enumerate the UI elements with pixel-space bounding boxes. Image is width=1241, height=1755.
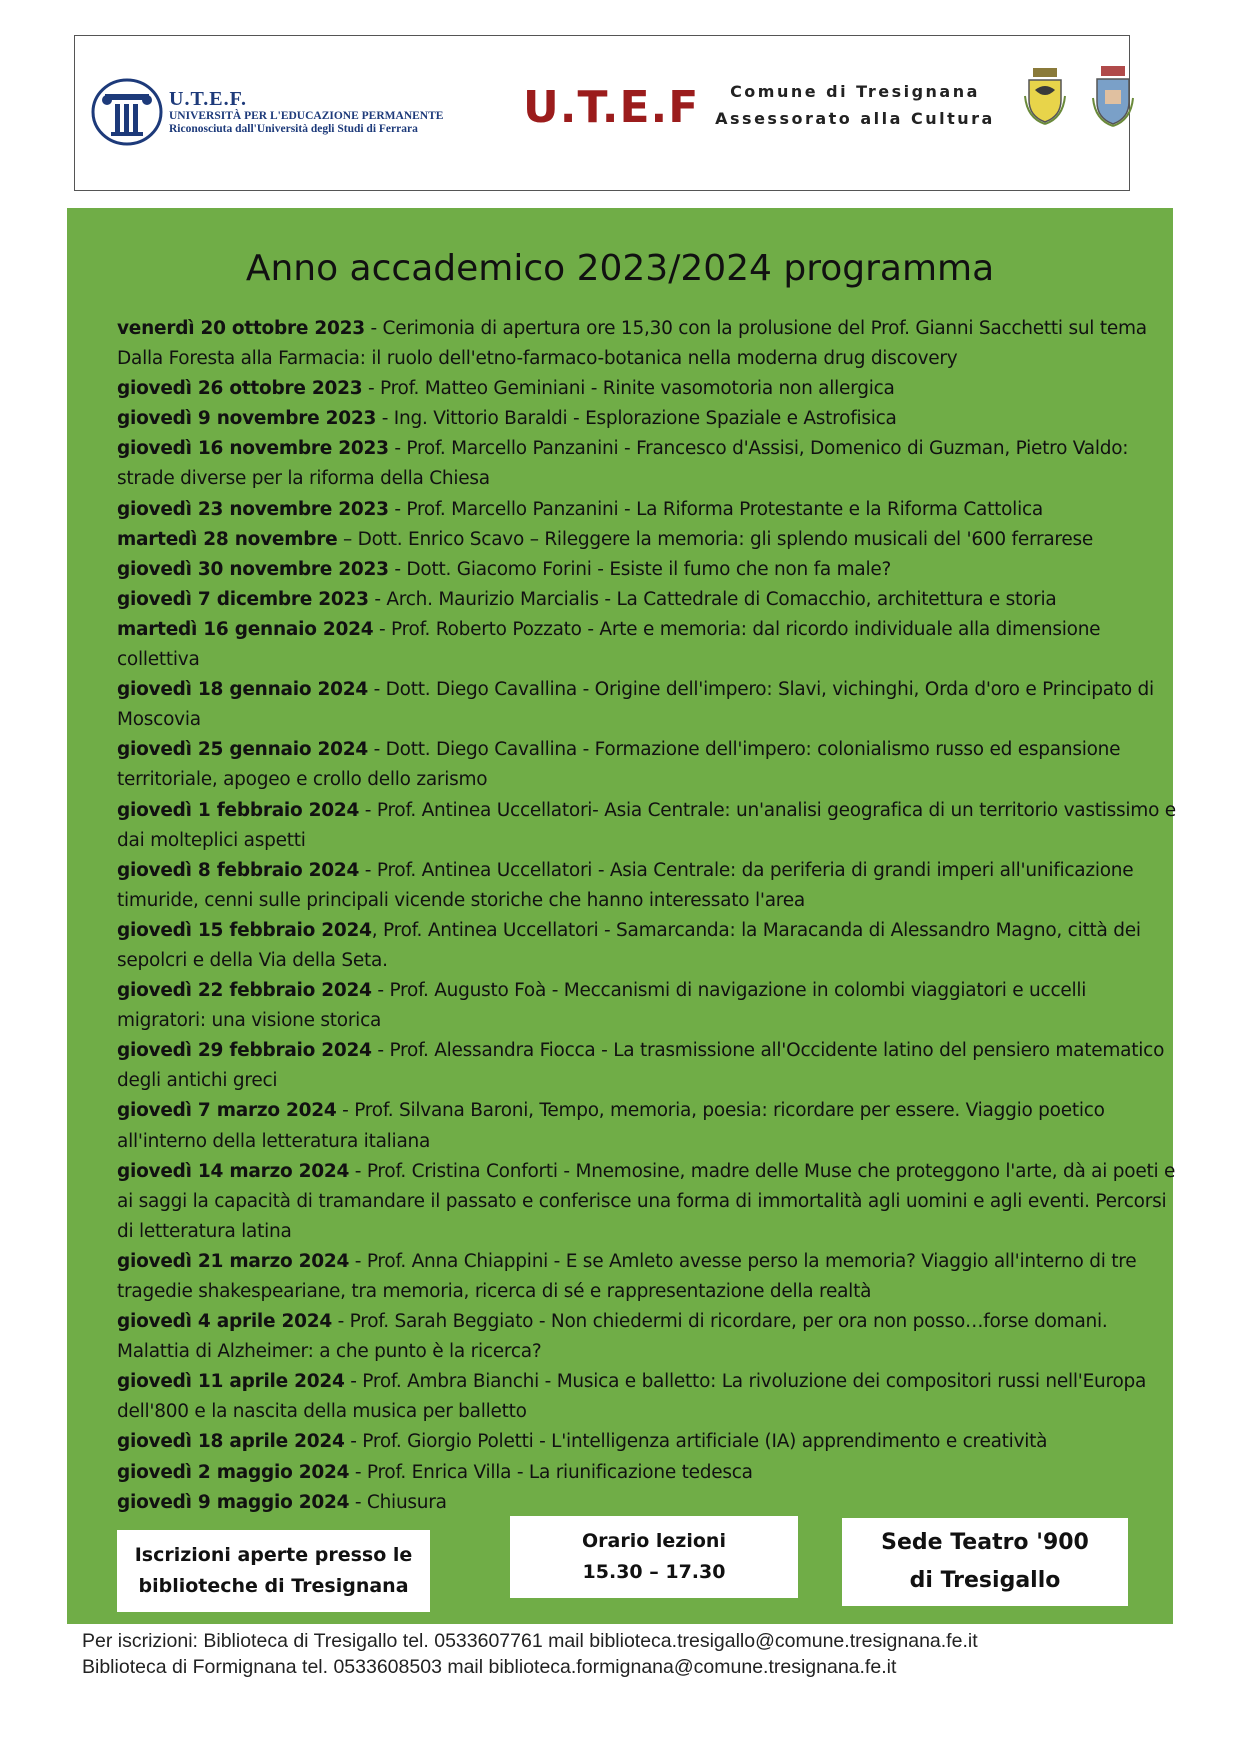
entry-description: - Prof. Marcello Panzanini - Francesco d'Assisi, Domenico di Guzman, Pietro Valdo: strade diverse per la riforma della Chiesa xyxy=(117,438,1129,490)
entry-date: giovedì 8 febbraio 2024 xyxy=(117,859,360,881)
entry-date: giovedì 18 aprile 2024 xyxy=(117,1431,345,1453)
entry-date: giovedì 25 gennaio 2024 xyxy=(117,739,368,761)
entry-description: - Prof. Cristina Conforti - Mnemosine, madre delle Muse che proteggono l'arte, dà ai poeti e ai saggi la capacità di tramandare il passato e conferisce una forma di immortalità agli uomini e agli eventi. Percorsi di letteratura latina xyxy=(117,1160,1176,1242)
program-entry xyxy=(117,1247,1177,1307)
program-entry xyxy=(117,976,1177,1036)
entry-description: - Prof. Ambra Bianchi - Musica e balletto: La rivoluzione dei compositori russi nell'Europa dell'800 e la nascita della musica per balletto xyxy=(117,1371,1147,1423)
program-entry xyxy=(117,796,1177,856)
entry-description: - Prof. Silvana Baroni, Tempo, memoria, poesia: ricordare per essere. Viaggio poetico all'interno della letteratura italiana xyxy=(117,1100,1105,1152)
program-entry xyxy=(117,404,1177,434)
orario-time: 15.30 – 17.30 xyxy=(582,1561,726,1583)
entry-date: giovedì 26 ottobre 2023 xyxy=(117,378,363,400)
entry-description: - Prof. Antinea Uccellatori- Asia Centrale: un'analisi geografica di un territorio vastissimo e dai molteplici aspetti xyxy=(117,799,1176,851)
program-entry xyxy=(117,1036,1177,1096)
program-entry xyxy=(117,434,1177,494)
entry-description: – Dott. Enrico Scavo – Rileggere la memoria: gli splendo musicali del '600 ferrarese xyxy=(337,528,1094,550)
program-entry xyxy=(117,916,1177,976)
logo-subtitle: UNIVERSITÀ PER L'EDUCAZIONE PERMANENTE xyxy=(169,110,444,123)
entry-description: , Prof. Antinea Uccellatori - Samarcanda: la Maracanda di Alessandro Magno, città dei sepolcri e della Via della Seta. xyxy=(117,919,1141,971)
footer-line-formignana: Biblioteca di Formignana tel. 0533608503 mail biblioteca.formignana@comune.tresignana.fe.it xyxy=(82,1656,897,1678)
program-entry xyxy=(117,856,1177,916)
entry-description: - Prof. Antinea Uccellatori - Asia Centrale: da periferia di grandi imperi all'unificazione timuride, cenni sulle principali vicende storiche che hanno interessato l'area xyxy=(117,859,1134,911)
program-entry xyxy=(117,675,1177,735)
entry-description: - Prof. Giorgio Poletti - L'intelligenza artificiale (IA) apprendimento e creatività xyxy=(344,1431,1048,1453)
iscrizioni-box xyxy=(117,1530,430,1612)
entry-date: giovedì 16 novembre 2023 xyxy=(117,438,389,460)
entry-date: martedì 28 novembre xyxy=(117,528,338,550)
sede-box xyxy=(842,1518,1128,1606)
program-entry xyxy=(117,1427,1177,1457)
utef-logo xyxy=(91,78,489,146)
utef-logo-text xyxy=(169,89,443,134)
program-entry xyxy=(117,1458,1177,1488)
entry-date: giovedì 18 gennaio 2024 xyxy=(117,679,368,701)
entry-description: - Prof. Anna Chiappini - E se Amleto avesse perso la memoria? Viaggio all'interno di tre tragedie shakespeariane, tra memoria, ricerca di sé e rappresentazione della realtà xyxy=(117,1250,1137,1302)
entry-date: giovedì 1 febbraio 2024 xyxy=(117,799,360,821)
entry-description: - Prof. Roberto Pozzato - Arte e memoria: dal ricordo individuale alla dimensione collettiva xyxy=(117,618,1101,671)
program-entry xyxy=(117,555,1177,585)
entry-date: giovedì 30 novembre 2023 xyxy=(117,558,389,580)
footer-contacts xyxy=(82,1628,978,1680)
entry-date: giovedì 2 maggio 2024 xyxy=(117,1461,350,1483)
entry-date: giovedì 4 aprile 2024 xyxy=(117,1311,332,1333)
entry-date: giovedì 7 marzo 2024 xyxy=(117,1100,337,1122)
entry-date: giovedì 11 aprile 2024 xyxy=(117,1371,345,1393)
comune-name: Comune di Tresignana xyxy=(730,82,980,101)
program-entry xyxy=(117,495,1177,525)
entry-date: giovedì 7 dicembre 2023 xyxy=(117,588,369,610)
entry-description: - Prof. Matteo Geminiani - Rinite vasomotoria non allergica xyxy=(362,378,895,400)
program-entry xyxy=(117,585,1177,615)
logo-title: U.T.E.F. xyxy=(169,88,248,111)
footer-line-tresigallo: Per iscrizioni: Biblioteca di Tresigallo tel. 0533607761 mail biblioteca.tresigallo@comune.tresignana.fe.it xyxy=(82,1630,978,1652)
entry-description: - Dott. Giacomo Forini - Esiste il fumo che non fa male? xyxy=(388,558,892,580)
program-entry xyxy=(117,615,1177,675)
entry-date: giovedì 21 marzo 2024 xyxy=(117,1250,350,1272)
header xyxy=(74,35,1130,191)
program-entry xyxy=(117,735,1177,795)
iscrizioni-line1: Iscrizioni aperte presso le xyxy=(134,1544,413,1566)
comune-block xyxy=(715,78,995,132)
program-entry xyxy=(117,1157,1177,1247)
program-entry xyxy=(117,374,1177,404)
program-entry xyxy=(117,314,1177,374)
entry-date: giovedì 29 febbraio 2024 xyxy=(117,1040,372,1062)
sede-line1: Sede Teatro '900 xyxy=(881,1530,1089,1555)
entry-description: - Prof. Marcello Panzanini - La Riforma Protestante e la Riforma Cattolica xyxy=(388,498,1043,520)
orario-label: Orario lezioni xyxy=(582,1530,726,1552)
entry-description: - Dott. Diego Cavallina - Formazione dell'impero: colonialismo russo ed espansione territoriale, apogeo e crollo dello zarismo xyxy=(117,739,1121,791)
entry-date: giovedì 9 novembre 2023 xyxy=(117,408,377,430)
municipal-crest-icon xyxy=(1023,66,1067,126)
entry-description: - Prof. Enrica Villa - La riunificazione tedesca xyxy=(349,1461,753,1483)
entry-date: giovedì 23 novembre 2023 xyxy=(117,498,389,520)
orario-box xyxy=(510,1516,798,1598)
program-entry xyxy=(117,1488,1177,1518)
entry-date: martedì 16 gennaio 2024 xyxy=(117,618,374,640)
program-entry xyxy=(117,525,1177,555)
brand-title: U.T.E.F xyxy=(523,82,700,133)
logo-recognition: Riconosciuta dall'Università degli Studi di Ferrara xyxy=(169,122,418,135)
entry-date: giovedì 22 febbraio 2024 xyxy=(117,980,372,1002)
entry-description: - Cerimonia di apertura ore 15,30 con la prolusione del Prof. Gianni Sacchetti sul tema Dalla Foresta alla Farmacia: il ruolo dell'etno-farmaco-botanica nella moderna drug discovery xyxy=(117,318,1147,370)
entry-description: - Prof. Sarah Beggiato - Non chiedermi di ricordare, per ora non posso…forse domani. Malattia di Alzheimer: a che punto è la ricerca? xyxy=(117,1311,1108,1363)
entry-description: - Prof. Augusto Foà - Meccanismi di navigazione in colombi viaggiatori e uccelli migratori: una visione storica xyxy=(117,980,1087,1032)
entry-description: - Prof. Alessandra Fiocca - La trasmissione all'Occidente latino del pensiero matematico degli antichi greci xyxy=(117,1040,1165,1092)
entry-description: - Dott. Diego Cavallina - Origine dell'impero: Slavi, vichinghi, Orda d'oro e Principato di Moscovia xyxy=(117,679,1154,731)
province-crest-icon xyxy=(1091,64,1135,128)
entry-date: giovedì 15 febbraio 2024 xyxy=(117,919,372,941)
sede-line2: di Tresigallo xyxy=(909,1568,1061,1593)
program-entry xyxy=(117,1307,1177,1367)
entry-description: - Arch. Maurizio Marcialis - La Cattedrale di Comacchio, architettura e storia xyxy=(368,588,1057,610)
entry-date: venerdì 20 ottobre 2023 xyxy=(117,318,365,339)
program-entry xyxy=(117,1367,1177,1427)
iscrizioni-line2: biblioteche di Tresignana xyxy=(138,1575,409,1597)
program-panel xyxy=(67,208,1176,1624)
program-list xyxy=(117,314,1177,1518)
column-logo-icon xyxy=(91,78,163,146)
entry-description: - Ing. Vittorio Baraldi - Esplorazione Spaziale e Astrofisica xyxy=(376,408,897,430)
entry-description: - Chiusura xyxy=(349,1491,447,1513)
entry-date: giovedì 14 marzo 2024 xyxy=(117,1160,350,1182)
page-title: Anno accademico 2023/2024 programma xyxy=(245,248,995,289)
entry-date: giovedì 9 maggio 2024 xyxy=(117,1491,350,1513)
program-entry xyxy=(117,1096,1177,1156)
assessorato-name: Assessorato alla Cultura xyxy=(715,109,995,128)
